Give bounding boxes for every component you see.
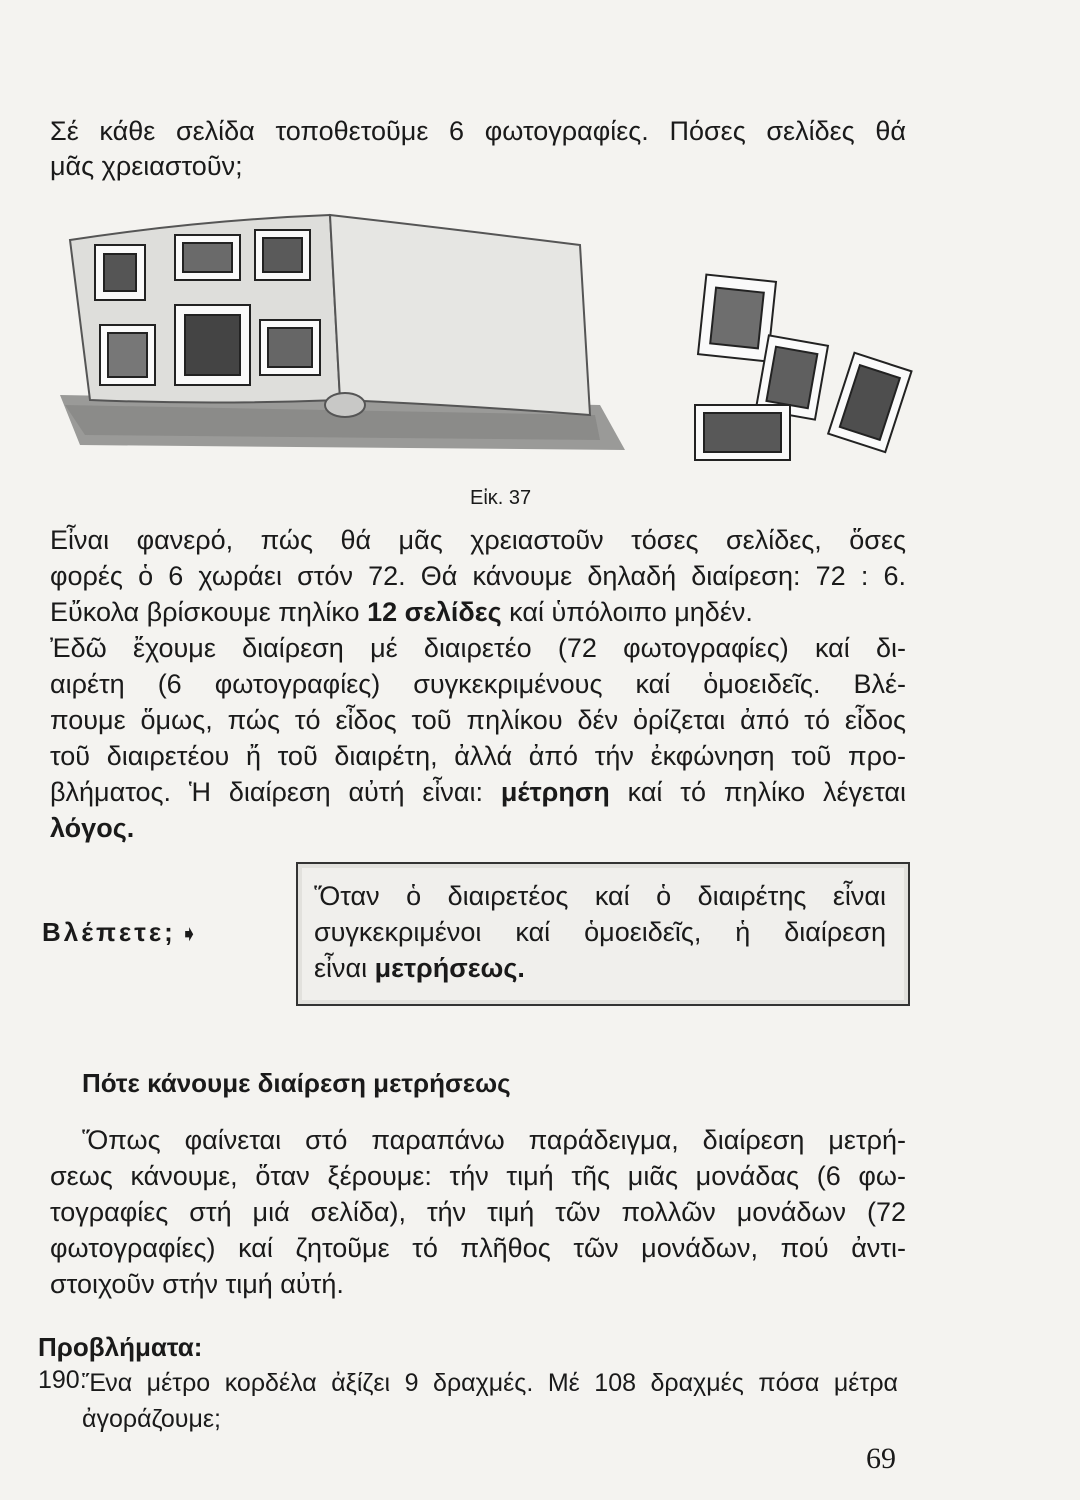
problem-line-1: Ἕνα μέτρο κορδέλα ἀξίζει 9 δραχμές. Μέ 108 δραχμές πόσα μέτρα	[82, 1369, 898, 1397]
section-heading: Πότε κάνουμε διαίρεση μετρήσεως	[82, 1068, 511, 1098]
p1-text: Εὔκολα βρίσκουμε πηλίκο	[50, 597, 368, 627]
see-label	[42, 917, 201, 948]
note-text: εἶναι	[314, 953, 375, 983]
p1-line-3	[50, 594, 906, 630]
note-line-1: Ὅταν ὁ διαιρετέος καί ὁ διαιρέτης εἶναι	[314, 881, 886, 911]
p2-text: βλήματος. Ἡ διαίρεση αὐτή εἶναι:	[50, 777, 501, 807]
p2-line-1: Ἐδῶ ἔχουμε διαίρεση μέ διαιρετέο (72 φωτογραφίες) καί δι-	[50, 633, 906, 663]
p2-bold-measure: μέτρηση	[500, 777, 610, 807]
intro-line-2: μᾶς χρειαστοῦν;	[50, 151, 243, 181]
p2-line-3: πουμε ὅμως, πώς τό εἶδος τοῦ πηλίκου δέν ὁρίζεται ἀπό τό εἶδος	[50, 705, 906, 735]
see-text: Βλέπετε;	[42, 917, 176, 947]
section-line-4: φωτογραφίες) καί ζητοῦμε τό πλῆθος τῶν μονάδων, πού ἀντι-	[50, 1233, 906, 1263]
section-line-2: σεως κάνουμε, ὅταν ξέρουμε: τήν τιμή τῆς μιᾶς μονάδας (6 φω-	[50, 1161, 906, 1191]
page-number: 69	[866, 1442, 896, 1475]
arrow-icon: ➧	[179, 921, 202, 946]
section-line-5: στοιχοῦν στήν τιμή αὐτή.	[50, 1269, 344, 1299]
p1-line-1: Εἶναι φανερό, πώς θά μᾶς χρειαστοῦν τόσες σελίδες, ὅσες	[50, 525, 906, 555]
photo-album-illustration	[40, 200, 920, 480]
section-line-1: Ὅπως φαίνεται στό παραπάνω παράδειγμα, διαίρεση μετρή-	[82, 1125, 906, 1155]
p1-line-2: φορές ὁ 6 χωράει στόν 72. Θά κάνουμε δηλαδή διαίρεση: 72 : 6.	[50, 561, 906, 591]
intro-line-1: Σέ κάθε σελίδα τοποθετοῦμε 6 φωτογραφίες. Πόσες σελίδες θά	[50, 116, 906, 146]
p1-bold: 12 σελίδες	[367, 597, 502, 627]
problems-heading: Προβλήματα:	[38, 1332, 203, 1362]
p2-text-end: καί τό πηλίκο λέγεται	[609, 777, 906, 807]
note-line-3	[314, 950, 886, 986]
section-line-3: τογραφίες στή μιά σελίδα), τήν τιμή τῶν πολλῶν μονάδων (72	[50, 1197, 906, 1227]
problem-line-2: ἀγοράζουμε;	[82, 1405, 221, 1433]
p1-text-end: καί ὑπόλοιπο μηδέν.	[501, 597, 753, 627]
photo-album-figure	[40, 200, 920, 480]
p2-line-2: αιρέτη (6 φωτογραφίες) συγκεκριμένους καί ὁμοειδεῖς. Βλέ-	[50, 669, 906, 699]
p2-bold-ratio: λόγος.	[50, 813, 135, 843]
p2-line-6	[50, 810, 906, 846]
problem-number: 190.	[38, 1366, 87, 1394]
rule-note-box	[296, 862, 910, 1006]
note-line-2: συγκεκριμένοι καί ὁμοειδεῖς, ἡ διαίρεση	[314, 917, 886, 947]
p2-line-5	[50, 774, 906, 810]
note-bold: μετρήσεως.	[374, 953, 525, 983]
figure-caption: Εἰκ. 37	[470, 487, 532, 509]
p2-line-4: τοῦ διαιρετέου ἤ τοῦ διαιρέτη, ἀλλά ἀπό τήν ἐκφώνηση τοῦ προ-	[50, 741, 906, 771]
